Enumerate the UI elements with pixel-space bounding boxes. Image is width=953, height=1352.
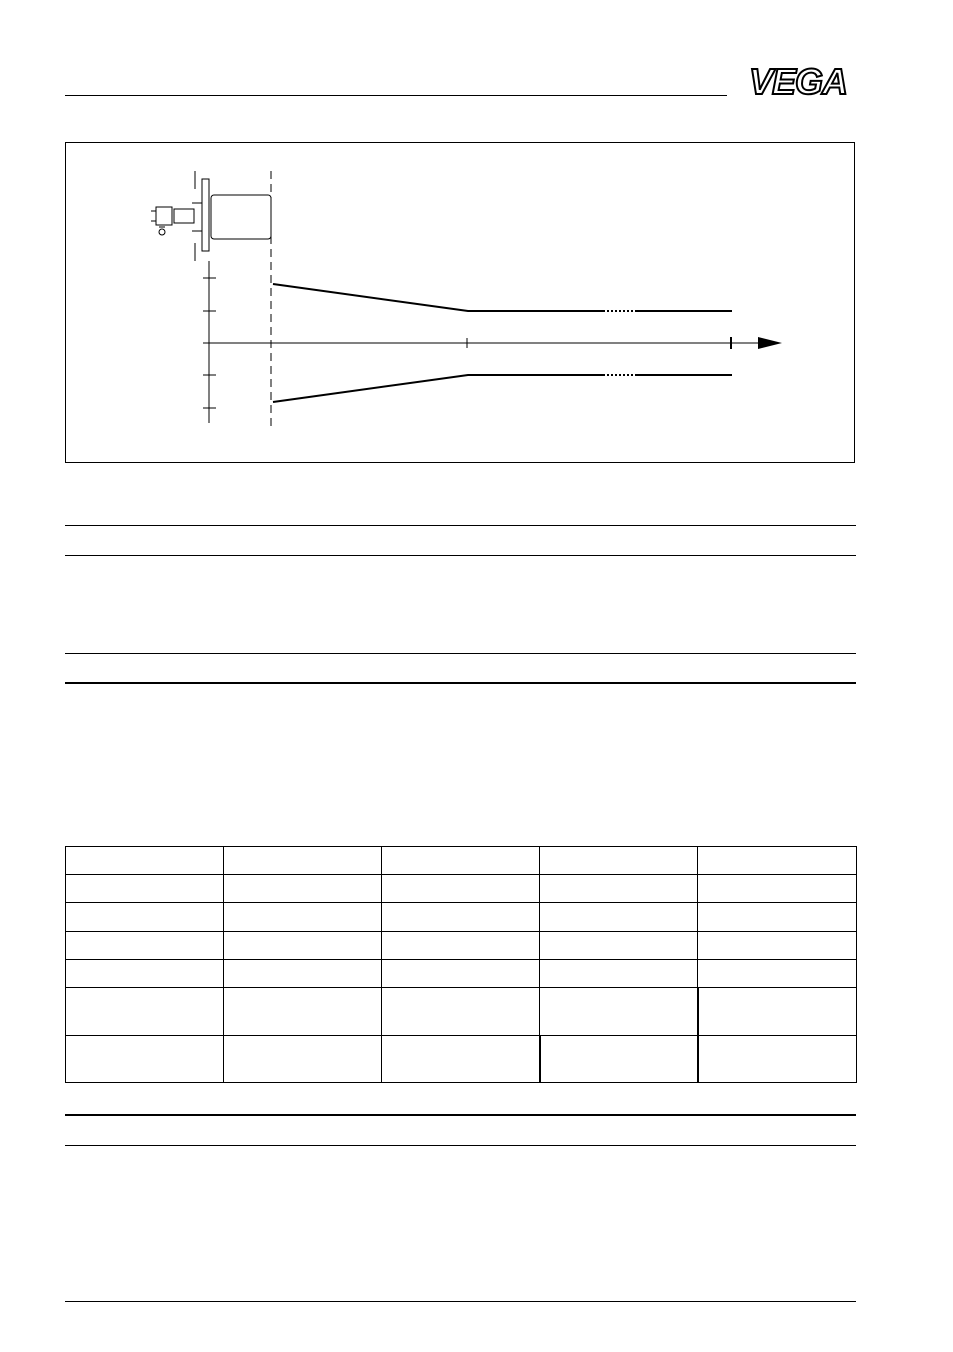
section-rule-3-bottom (65, 1145, 856, 1146)
table-cell (540, 960, 698, 988)
table-cell (224, 875, 382, 903)
section-rule-2-bottom (65, 682, 856, 684)
sensor-icon (151, 171, 271, 261)
beam-lower-boundary (273, 375, 732, 402)
table-row (66, 1036, 857, 1083)
beam-diagram (66, 143, 856, 464)
table-row (66, 960, 857, 988)
table-cell (698, 875, 857, 903)
table-row (66, 932, 857, 960)
beam-upper-boundary (273, 284, 732, 311)
axis-arrow-icon (758, 337, 782, 349)
footer-rule (65, 1301, 856, 1302)
section-rule-3-top (65, 1114, 856, 1116)
table-cell (540, 903, 698, 932)
table-row (66, 988, 857, 1036)
table-cell (382, 875, 540, 903)
table-cell (66, 988, 224, 1036)
table-row (66, 875, 857, 903)
table-cell (66, 932, 224, 960)
table-cell (540, 875, 698, 903)
table-cell (382, 988, 540, 1036)
table-cell (540, 847, 698, 875)
table-cell (224, 1036, 382, 1083)
table-row (66, 903, 857, 932)
table-cell (540, 988, 698, 1036)
section-rule-1-bottom (65, 555, 856, 556)
table-cell (224, 988, 382, 1036)
table-cell (382, 960, 540, 988)
table-cell (698, 1036, 857, 1083)
table-cell (540, 1036, 698, 1083)
table-cell (382, 847, 540, 875)
table-cell (66, 875, 224, 903)
table-cell (698, 932, 857, 960)
section-rule-2-top (65, 653, 856, 654)
data-table (65, 846, 857, 1083)
table-cell (66, 903, 224, 932)
beam-diagram-frame (65, 142, 855, 463)
table-cell (382, 932, 540, 960)
table-cell (382, 1036, 540, 1083)
table-cell (224, 932, 382, 960)
table-cell (224, 847, 382, 875)
logo-text: VEGA (748, 64, 848, 100)
table-cell (66, 960, 224, 988)
vega-logo (738, 64, 858, 100)
table-cell (224, 960, 382, 988)
table-cell (382, 903, 540, 932)
table-cell (698, 960, 857, 988)
table-cell (698, 903, 857, 932)
table-cell (698, 988, 857, 1036)
section-rule-1-top (65, 525, 856, 526)
header-rule (65, 95, 727, 96)
table-row (66, 847, 857, 875)
table-cell (66, 847, 224, 875)
table-cell (698, 847, 857, 875)
table-cell (540, 932, 698, 960)
table-cell (66, 1036, 224, 1083)
table-cell (224, 903, 382, 932)
